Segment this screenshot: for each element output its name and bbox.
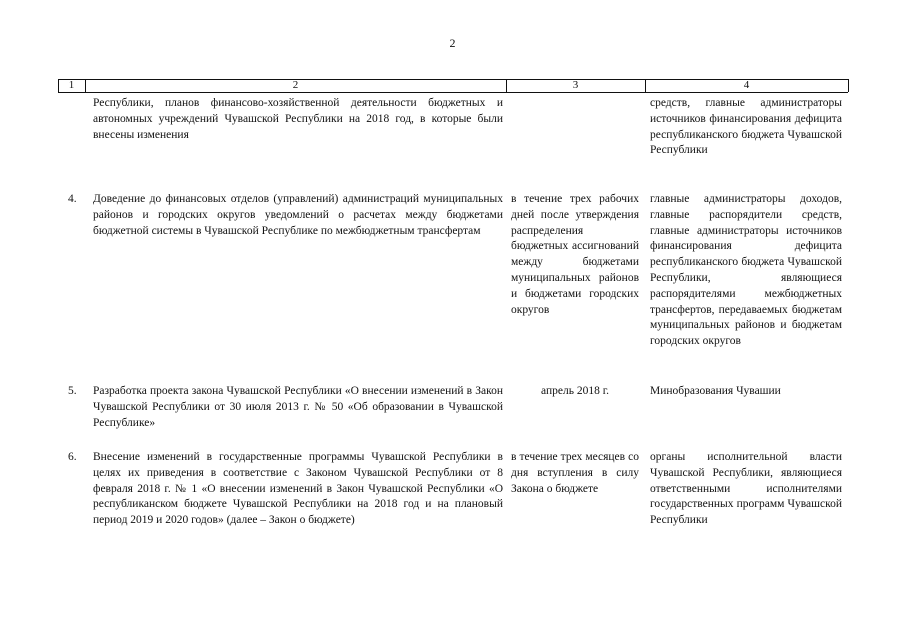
row-number: 5. bbox=[68, 385, 77, 397]
header-col-2: 2 bbox=[292, 79, 299, 91]
row-deadline: апрель 2018 г. bbox=[541, 385, 609, 397]
header-bottom-rule bbox=[58, 92, 848, 93]
header-col-4: 4 bbox=[743, 79, 750, 91]
header-col-3: 3 bbox=[572, 79, 579, 91]
row-responsible: Минобразования Чувашии bbox=[650, 385, 781, 397]
row-measure: Внесение изменений в государственные программы Чувашской Республики в целях их приведения в соответствие с Законом Чувашской Республики от 8 февраля 2018 г. № 1 «О внесении изменений в Закон Чувашской Республики «О республиканском бюджете Чувашской Республики на 2018 год и на плановый период 2019 и 2020 годов» (далее – Закон о бюджете) bbox=[93, 451, 503, 527]
row-number: 4. bbox=[68, 193, 77, 205]
row-measure: Разработка проекта закона Чувашской Республики «О внесении изменений в Закон Чувашской Республики от 30 июля 2013 г. № 50 «Об образовании в Чувашской Республике» bbox=[93, 385, 503, 429]
row-measure: Доведение до финансовых отделов (управлений) администраций муниципальных районов и городских округов уведомлений о расчетах между бюджетами бюджетной системы в Чувашской Республике по межбюджетным трансфертам bbox=[93, 193, 503, 237]
row-deadline: в течение трех рабочих дней после утверждения распределения бюджетных ассигнований между бюджетами муниципальных районов и бюджетами городских округов bbox=[511, 193, 639, 316]
row-responsible: главные администраторы доходов, главные распорядители средств, главные администраторы источников финансирования дефицита республиканского бюджета Чувашской Республики, являющиеся распорядителями межбюджетных трансфертов, передаваемых бюджетам муниципальных районов и бюджетам городских округов bbox=[650, 193, 842, 348]
row-continuation-col2: Республики, планов финансово-хозяйственной деятельности бюджетных и автономных учреждений Чувашской Республики на 2018 год, в которые были внесены изменения bbox=[93, 97, 503, 141]
page-number: 2 bbox=[449, 36, 456, 50]
header-divider bbox=[848, 79, 849, 92]
row-responsible: органы исполнительной власти Чувашской Республики, являющиеся ответственными исполнителями государственных программ Чувашской Республики bbox=[650, 451, 842, 527]
header-col-1: 1 bbox=[68, 79, 75, 91]
row-deadline: в течение трех месяцев со дня вступления в силу Закона о бюджете bbox=[511, 451, 639, 495]
row-continuation-col4: средств, главные администраторы источников финансирования дефицита республиканского бюджета Чувашской Республики bbox=[650, 97, 842, 157]
row-number: 6. bbox=[68, 451, 77, 463]
